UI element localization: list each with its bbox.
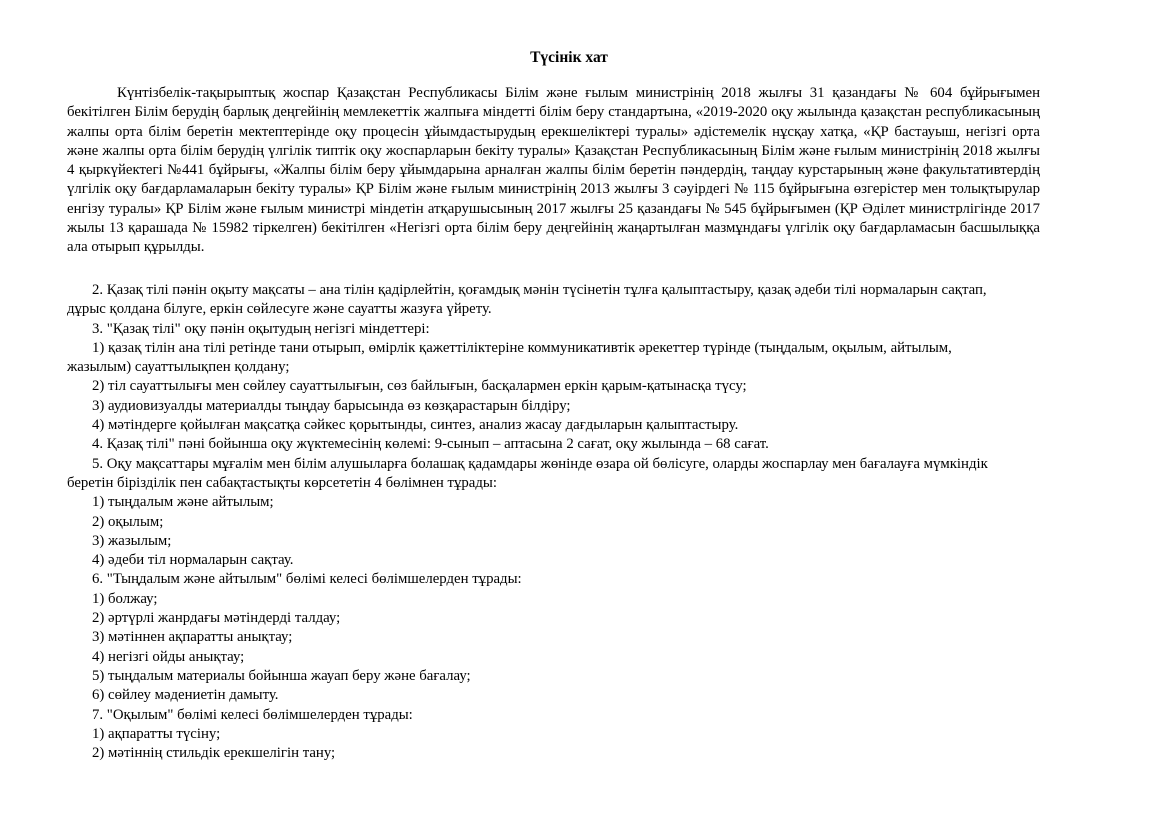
paragraph-line: 6. "Тыңдалым және айтылым" бөлімі келесі бөлімшелерден тұрады: [92,571,522,588]
paragraph-line: 3) аудиовизуалды материалды тыңдау барысында өз көзқарастарын білдіру; [92,397,571,414]
list-item: 1) ақпаратты түсіну; [92,725,221,742]
paragraph-line: 2. Қазақ тілі пәнін оқыту мақсаты – ана тілін қадірлейтін, қоғамдық мәнін түсінетін тұлға қалыптастыру, қазақ әдеби тілі нормаларын сақтап, дұрыс қолдана білуге, еркін сөйлесуге және сауатты жазуға үйрету. [67,282,987,318]
list-item: 4) әдеби тіл нормаларын сақтау. [92,552,294,569]
list-item: 2) мәтіннің стильдік ерекшелігін тану; [92,745,336,762]
paragraph-line: 4. Қазақ тілі" пәні бойынша оқу жүктемесінің көлемі: 9-сынып – аптасына 2 сағат, оқу жылында – 68 сағат. [92,436,769,453]
list-item: 5) тыңдалым материалы бойынша жауап беру және бағалау; [92,667,471,684]
document-title: Түсінік хат [530,49,608,66]
list-item: 6) сөйлеу мәдениетін дамыту. [92,687,279,704]
list-item: 2) оқылым; [92,513,164,530]
paragraph-line: 5. Оқу мақсаттары мұғалім мен білім алушыларға болашақ қадамдары жөнінде өзара ой бөлісуге, оларды жоспарлау мен бағалауға мүмкіндік беретін бірізділік пен сабақтастықты көрсететін 4 бөлімнен тұрады: [67,455,988,491]
list-item: 4) негізгі ойды анықтау; [92,648,245,665]
paragraph-line: 7. "Оқылым" бөлімі келесі бөлімшелерден тұрады: [92,706,413,723]
paragraph-line: 2) тіл сауаттылығы мен сөйлеу сауаттылығын, сөз байлығын, басқалармен еркін қарым-қатынасқа түсу; [92,378,747,395]
paragraph-line: 1) қазақ тілін ана тілі ретінде тани отырып, өмірлік қажеттіліктеріне коммуникативтік әрекеттер түрінде (тыңдалым, оқылым, айтылым, жазылым) сауаттылықпен қолдану; [67,339,952,376]
list-item: 1) тыңдалым және айтылым; [92,494,274,511]
paragraph-line: 4) мәтіндерге қойылған мақсатқа сәйкес қорытынды, синтез, анализ жасау дағдыларын қалыптастыру. [92,417,739,434]
list-item: 1) болжау; [92,590,158,607]
list-item: 3) жазылым; [92,532,172,549]
list-item: 2) әртүрлі жанрдағы мәтіндерді талдау; [92,610,341,627]
document-body [67,281,1067,763]
list-item: 3) мәтіннен ақпаратты анықтау; [92,629,293,646]
paragraph-line: 3. "Қазақ тілі" оқу пәнін оқытудың негізгі міндеттері: [92,320,430,337]
intro-paragraph: Күнтізбелік-тақырыптық жоспар Қазақстан Республикасы Білім және ғылым министрінің 2018 жылғы 31 қазандағы № 604 бұйрығымен бекітілген Білім берудің барлық деңгейінің мемлекеттік жалпыға міндетті білім беру стандартына, «2019-2020 оқу жылында қазақстан республикасының жалпы орта білім беретін мектептерінде оқу процесін ұйымдастырудың ерекшеліктері туралы» әдістемелік нұсқау хатқа, «ҚР бастауыш, негізгі орта және жалпы орта білім берудің үлгілік типтік оқу жоспарларын бекіту туралы» Қазақстан Республикасының Білім және ғылым министрінің 2018 жылғы 4 қыркүйектегі №441 бұйрығы, «Жалпы білім беру ұйымдарына арналған жалпы білім беретін пәндердің, таңдау курстарының және факультативтердің үлгілік оқу бағдарламаларын бекіту туралы» ҚР Білім және ғылым министрінің 2013 жылғы 3 сәуірдегі № 115 бұйрығына өзгерістер мен толықтырулар енгізу туралы» ҚР Білім және ғылым министрі міндетін атқарушысының 2017 жылғы 25 қазандағы № 545 бұйрығымен (ҚР Әділет министрлігінде 2017 жылы 13 қарашада № 15982 тіркелген) бекітілген «Негізгі орта білім беру деңгейінің жаңартылған мазмұндағы үлгілік оқу бағдарламасын басшылыққа ала отырып құрылды. [67,85,1040,256]
